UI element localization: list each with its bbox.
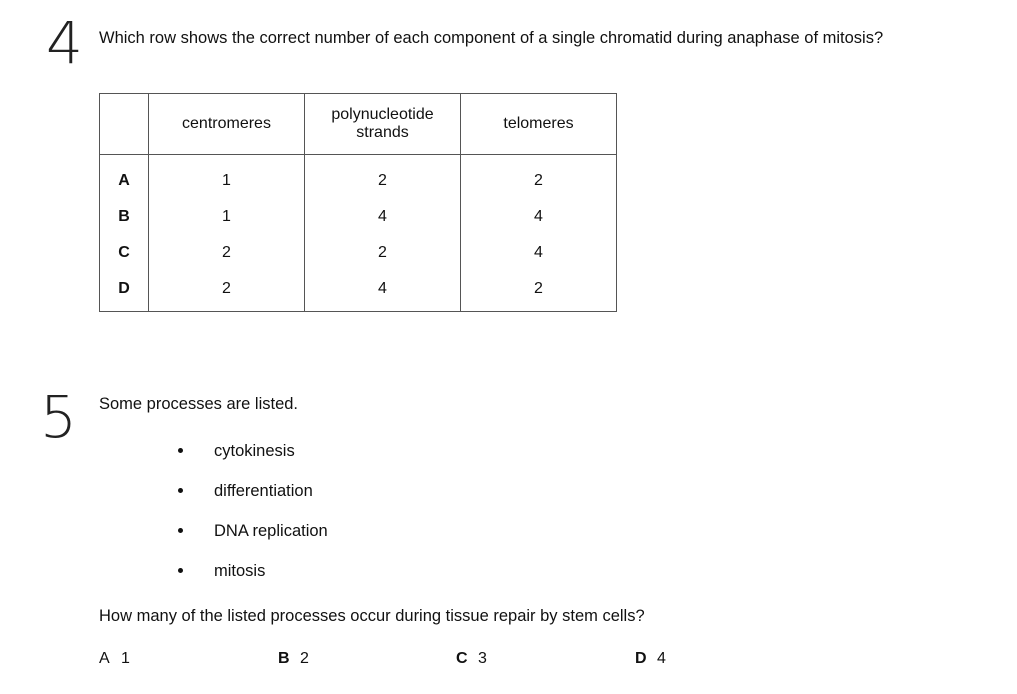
table-row — [100, 271, 617, 312]
question-5-text: How many of the listed processes occur during tissue repair by stem cells? — [99, 607, 645, 625]
option-letter: A — [99, 650, 110, 667]
question-5-intro: Some processes are listed. — [99, 395, 299, 413]
answer-table — [99, 93, 617, 312]
bullet-icon — [178, 528, 183, 533]
table-header-polynucleotide-strands — [305, 94, 461, 155]
table-header-telomeres: telomeres — [461, 94, 617, 155]
option-letter: D — [635, 650, 647, 667]
table-cell: 1 — [149, 155, 305, 200]
list-item — [178, 512, 328, 552]
table-cell: 4 — [461, 235, 617, 271]
table-header-row — [100, 94, 617, 155]
row-label: A — [100, 155, 149, 200]
table-cell: 2 — [149, 271, 305, 312]
option-letter: C — [456, 650, 468, 667]
list-item — [178, 472, 328, 512]
table-header-blank — [100, 94, 149, 155]
process-label: cytokinesis — [214, 442, 295, 460]
table-row — [100, 155, 617, 200]
bullet-icon — [178, 568, 183, 573]
table-cell: 2 — [149, 235, 305, 271]
row-label: B — [100, 199, 149, 235]
table-cell: 1 — [149, 199, 305, 235]
question-4-text: Which row shows the correct number of each component of a single chromatid during anaphase of mitosis? — [99, 29, 884, 47]
option-value: 4 — [657, 650, 666, 667]
option-b[interactable] — [278, 650, 309, 668]
option-d[interactable] — [635, 650, 666, 668]
option-value: 1 — [121, 650, 130, 667]
process-list — [178, 432, 328, 592]
table-header-centromeres: centromeres — [149, 94, 305, 155]
list-item — [178, 552, 328, 592]
table-row — [100, 199, 617, 235]
process-label: DNA replication — [214, 522, 328, 540]
process-label: mitosis — [214, 562, 266, 580]
table-cell: 4 — [305, 199, 461, 235]
list-item — [178, 432, 328, 472]
question-5-number: 5 — [40, 383, 77, 451]
table-cell: 2 — [461, 155, 617, 200]
process-label: differentiation — [214, 482, 313, 500]
option-letter: B — [278, 650, 290, 667]
option-a[interactable] — [99, 650, 130, 668]
table-row — [100, 235, 617, 271]
table-cell: 2 — [305, 235, 461, 271]
row-label: C — [100, 235, 149, 271]
bullet-icon — [178, 448, 183, 453]
option-value: 2 — [300, 650, 309, 667]
table-cell: 2 — [305, 155, 461, 200]
table-cell: 4 — [461, 199, 617, 235]
table-cell: 2 — [461, 271, 617, 312]
table-cell: 4 — [305, 271, 461, 312]
header-text: polynucleotide strands — [331, 106, 434, 141]
bullet-icon — [178, 488, 183, 493]
row-label: D — [100, 271, 149, 312]
option-value: 3 — [478, 650, 487, 667]
question-4-number: 4 — [46, 9, 83, 77]
option-c[interactable] — [456, 650, 487, 668]
